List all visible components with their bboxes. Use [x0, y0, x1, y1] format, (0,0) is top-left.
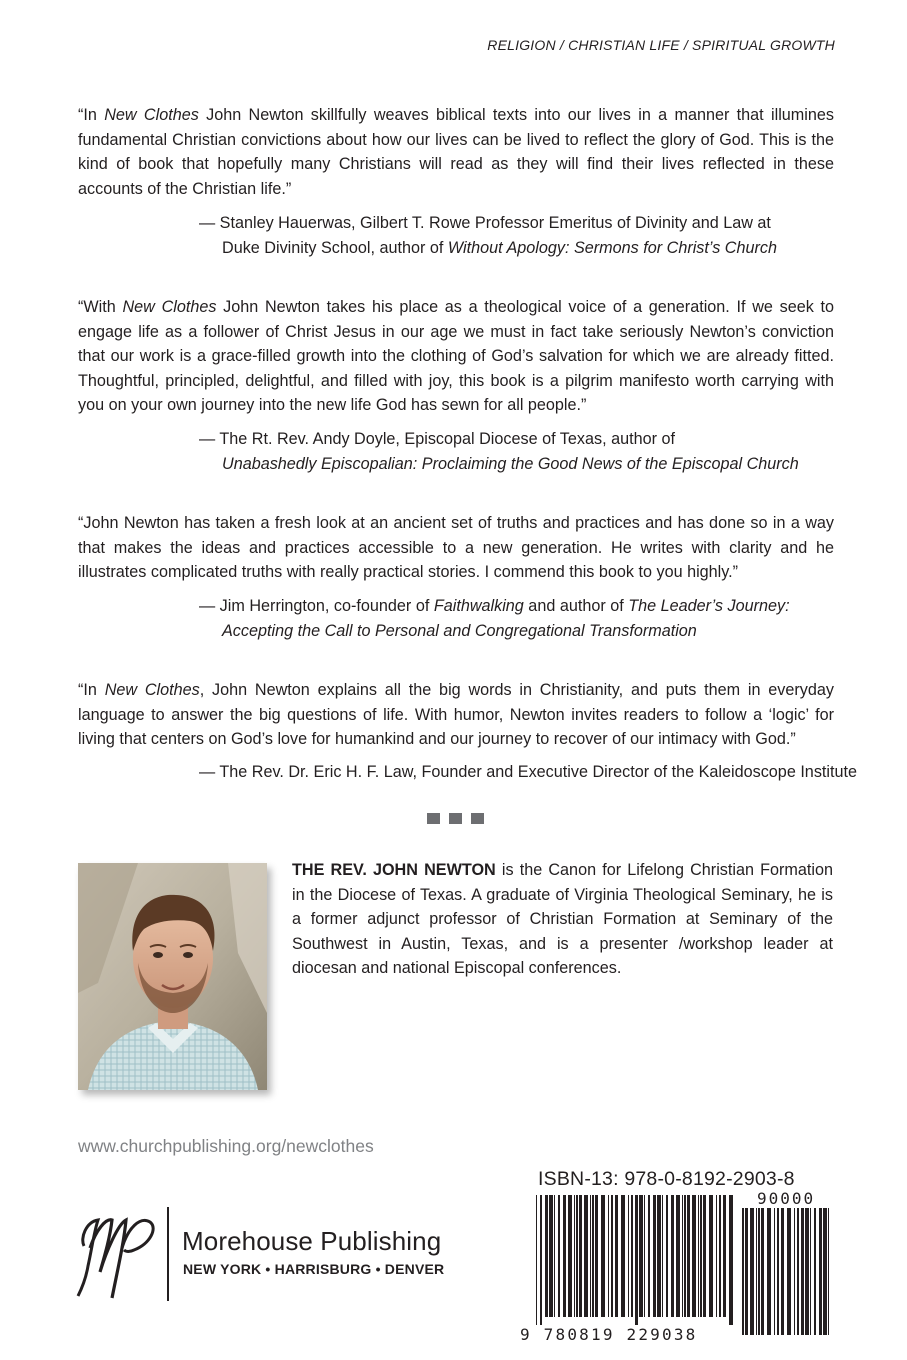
barcode-bar	[698, 1195, 699, 1317]
barcode-bar	[540, 1195, 542, 1325]
barcode-bar	[574, 1195, 575, 1317]
barcode-bar	[819, 1208, 822, 1335]
attribution-line	[199, 597, 790, 615]
barcode-bar	[563, 1195, 566, 1317]
attribution-book-title: Accepting the Call to Personal and Congregational Transformation	[222, 621, 697, 640]
barcode-bar	[545, 1195, 548, 1317]
attribution-text: — Jim Herrington, co-founder of	[199, 597, 434, 615]
publisher-cities: NEW YORK • HARRISBURG • DENVER	[183, 1261, 445, 1277]
barcode-bar	[729, 1195, 733, 1325]
attribution-text: and author of	[523, 597, 629, 615]
endorsement-quote-2	[78, 295, 834, 418]
attribution-line: — The Rev. Dr. Eric H. F. Law, Founder and Executive Director of the Kaleidoscope Institute	[199, 763, 858, 781]
barcode-bar	[584, 1195, 588, 1317]
barcode-bar	[781, 1208, 784, 1335]
endorsement-attribution-2	[199, 427, 799, 476]
ornament-square	[427, 813, 440, 824]
barcode-bar	[592, 1195, 594, 1317]
barcode-bar	[595, 1195, 598, 1317]
barcode-bar	[657, 1195, 661, 1317]
barcode-bar	[801, 1208, 804, 1335]
attribution-line	[199, 452, 799, 477]
section-ornament	[427, 813, 484, 824]
barcode-bar	[684, 1195, 686, 1317]
quote-book-title: New Clothes	[122, 298, 217, 316]
barcode-bar	[635, 1195, 638, 1325]
barcode-bar	[750, 1208, 754, 1335]
barcode-bar	[621, 1195, 625, 1317]
barcode-bar	[628, 1195, 629, 1317]
barcode-bar	[615, 1195, 618, 1317]
attribution-line: — The Rt. Rev. Andy Doyle, Episcopal Diocese of Texas, author of	[199, 430, 675, 448]
mp-monogram	[76, 1208, 158, 1300]
barcode-bar	[648, 1195, 650, 1317]
quote-text: John Newton takes his place as a theological voice of a generation. If we seek to engage life as a follower of Christ Jesus in our age we must in fact take seriously Newton’s conviction that our work is a grace-filled growth into the clothing of God’s salvation for which we are already fitted. Thoughtful, principled, delightful, and filled with joy, this book is a pilgrim manifesto worth carrying with you on your own journey into the new life God has sewn for all people.”	[78, 298, 834, 414]
quote-book-title: New Clothes	[104, 681, 200, 699]
author-photo	[78, 863, 267, 1090]
barcode-bar	[653, 1195, 656, 1317]
quote-book-title: New Clothes	[104, 106, 199, 124]
barcode-bar	[554, 1195, 555, 1317]
endorsement-quote-1	[78, 103, 834, 201]
barcode-bar	[576, 1195, 578, 1317]
barcode-bar	[794, 1208, 795, 1335]
ornament-square	[471, 813, 484, 824]
barcode-bar	[703, 1195, 706, 1317]
barcode-bar	[644, 1195, 645, 1317]
publisher-name: Morehouse Publishing	[182, 1226, 442, 1256]
barcode-bar	[590, 1195, 591, 1317]
quote-text: “With	[78, 298, 123, 316]
attribution-line	[199, 619, 790, 644]
barcode-bar	[611, 1195, 613, 1317]
barcode-bar	[719, 1195, 721, 1317]
endorsement-attribution-3	[199, 594, 790, 643]
quote-text: “In	[78, 681, 105, 699]
barcode-bar	[568, 1195, 572, 1317]
barcode-bar	[758, 1208, 760, 1335]
barcode-main	[536, 1195, 734, 1325]
barcode-bar	[608, 1195, 609, 1317]
attribution-book-title: Unabashedly Episcopalian: Proclaiming the Good News of the Episcopal Church	[222, 454, 799, 473]
endorsement-quote-4	[78, 678, 834, 752]
barcode-bar	[666, 1195, 668, 1317]
quote-text: John Newton skillfully weaves biblical texts into our lives in a manner that illumines fundamental Christian convictions about how our lives can be lived to reflect the glory of God. This is the kind of book that hopefully many Christians will read as they will find their lives reflected in these accounts of the Christian life.”	[78, 106, 834, 198]
barcode-bar	[774, 1208, 775, 1335]
barcode-bar	[671, 1195, 674, 1317]
barcode-bar	[823, 1208, 827, 1335]
barcode-bar	[549, 1195, 553, 1317]
bio-text: is the Canon for Lifelong Christian Formation in the Diocese of Texas. A graduate of Virginia Theological Seminary, he is a former adjunct professor of Christian Formation at Seminary of the Southwest in Austin, Texas, and is a presenter /workshop leader at diocesan and national Episcopal conferences.	[292, 861, 833, 977]
price-code: 90000	[757, 1189, 816, 1208]
barcode-bar	[756, 1208, 757, 1335]
author-name: THE REV. JOHN NEWTON	[292, 861, 496, 879]
barcode-addon	[742, 1208, 832, 1343]
barcode-bar	[682, 1195, 683, 1317]
attribution-book-title: Without Apology: Sermons for Christ’s Church	[447, 238, 777, 257]
barcode-bar	[767, 1208, 771, 1335]
barcode-bar	[676, 1195, 680, 1317]
endorsement-attribution-4	[199, 760, 857, 785]
barcode-bar	[631, 1195, 633, 1317]
barcode-bar	[662, 1195, 663, 1317]
barcode-digits: 9 780819 229038	[520, 1325, 698, 1344]
attribution-line: — Stanley Hauerwas, Gilbert T. Rowe Professor Emeritus of Divinity and Law at	[199, 214, 771, 232]
barcode-bar	[810, 1208, 811, 1335]
barcode-bar	[745, 1208, 748, 1335]
barcode-bar	[777, 1208, 779, 1335]
barcode-bar	[797, 1208, 799, 1335]
barcode-bar	[639, 1195, 643, 1317]
book-website-link[interactable]: www.churchpublishing.org/newclothes	[78, 1136, 374, 1156]
barcode-bar	[723, 1195, 726, 1317]
endorsement-quote-3: “John Newton has taken a fresh look at an ancient set of truths and practices and has done so in a way that makes the ideas and practices accessible to a new generation. He writes with clarity and he illustrates complicated truths with really practical stories. I commend this book to you highly.”	[78, 514, 834, 581]
barcode-bar	[787, 1208, 791, 1335]
barcode-bar	[700, 1195, 702, 1317]
barcode-bar	[692, 1195, 696, 1317]
attribution-book-title: The Leader’s Journey:	[628, 597, 790, 615]
barcode-bar	[601, 1195, 605, 1317]
barcode-bar	[814, 1208, 816, 1335]
barcode-bar	[805, 1208, 809, 1335]
barcode-bar	[579, 1195, 582, 1317]
quote-text: “In	[78, 106, 105, 124]
barcode-bar	[709, 1195, 713, 1317]
barcode-bar	[742, 1208, 744, 1335]
logo-divider	[167, 1207, 169, 1301]
barcode-bar	[687, 1195, 690, 1317]
attribution-organization: Faithwalking	[433, 597, 524, 615]
barcode-bar	[828, 1208, 829, 1335]
attribution-text: Duke Divinity School, author of	[222, 238, 448, 257]
isbn-label: ISBN-13: 978-0-8192-2903-8	[538, 1168, 795, 1190]
category-label: RELIGION / CHRISTIAN LIFE / SPIRITUAL GROWTH	[487, 37, 835, 53]
morehouse-logo-icon	[76, 1208, 158, 1300]
barcode-bar	[761, 1208, 764, 1335]
author-portrait-illustration	[78, 863, 267, 1090]
attribution-line	[199, 236, 777, 261]
author-bio	[292, 858, 833, 981]
endorsement-attribution-1	[199, 211, 777, 260]
quote-text: , John Newton explains all the big words in Christianity, and puts them in everyday language to answer the big questions of life. With humor, Newton invites readers to follow a ‘logic’ for living that centers on God’s love for humankind and our journey to recover of our intimacy with God.”	[78, 681, 834, 748]
barcode-bar	[558, 1195, 560, 1317]
barcode-bar	[536, 1195, 537, 1325]
barcode-bar	[716, 1195, 717, 1317]
ornament-square	[449, 813, 462, 824]
